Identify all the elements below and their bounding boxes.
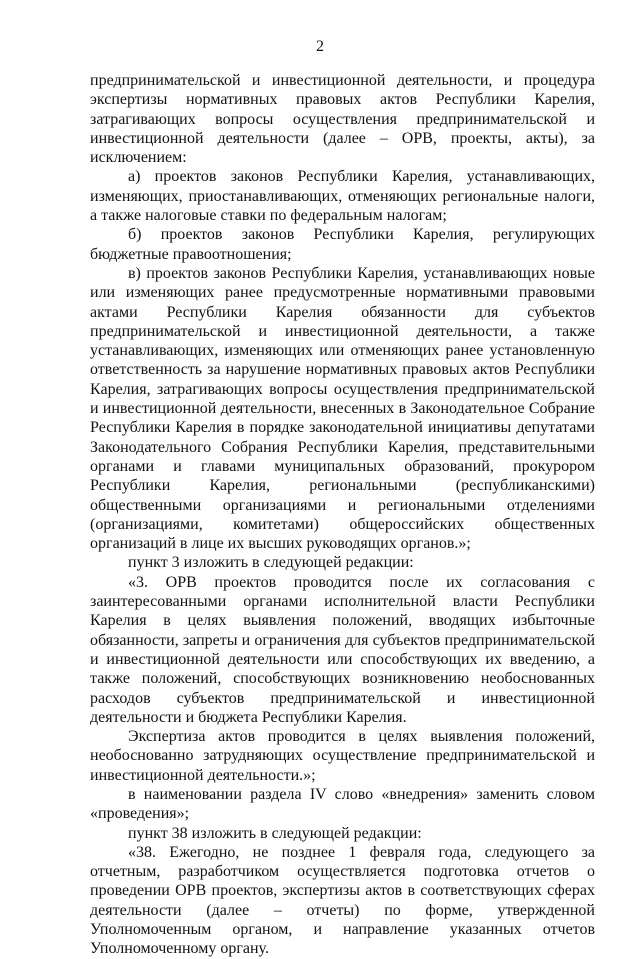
paragraph-point-38-text: «38. Ежегодно, не позднее 1 февраля года, следующего за отчетным, разработчиком осуществляется подготовка отчетов о проведении ОРВ проектов, экспертизы актов в соответствующих сферах деятельности (далее – отчеты) по форме, утвержденной Уполномоченным органом, и направление указанных отчетов Уполномоченному органу. xyxy=(90,843,595,958)
paragraph-section-iv-rename: в наименовании раздела IV слово «внедрения» заменить словом «проведения»; xyxy=(90,785,595,823)
paragraph-expertise: Экспертиза актов проводится в целях выявления положений, необоснованно затрудняющих осуществление предпринимательской и инвестиционной деятельности.»; xyxy=(90,728,595,784)
paragraph-point-3-instruction: пункт 3 изложить в следующей редакции: xyxy=(128,554,414,572)
paragraph-item-b: б) проектов законов Республики Карелия, регулирующих бюджетные правоотношения; xyxy=(90,226,595,263)
document-body xyxy=(90,71,595,959)
paragraph-item-a: а) проектов законов Республики Карелия, устанавливающих, изменяющих, приостанавливающих, отменяющих региональные налоги, а также налоговые ставки по федеральным налогам; xyxy=(90,168,595,225)
paragraph-intro-continuation: предпринимательской и инвестиционной деятельности, и процедура экспертизы нормативных правовых актов Республики Карелия, затрагивающих вопросы осуществления предпринимательской и инвестиционной деятельности (далее – ОРВ, проекты, акты), за исключением: xyxy=(90,72,595,167)
paragraph-item-v: в) проектов законов Республики Карелия, устанавливающих новые или изменяющих ранее предусмотренные нормативными правовыми актами Республики Карелия обязанности для субъектов предпринимательской и инвестиционной деятельности, а также устанавливающих, изменяющих или отменяющих ранее установленную ответственность за нарушение нормативных правовых актов Республики Карелия, затрагивающих вопросы осуществления предпринимательской и инвестиционной деятельности, внесенных в Законодательное Собрание Республики Карелия в порядке законодательной инициативы депутатами Законодательного Собрания Республики Карелия, представительными органами и главами муниципальных образований, прокурором Республики Карелия, региональными (республиканскими) общественными организациями и региональными отделениями (организациями, комитетами) общероссийских общественных организаций в лице их высших руководящих органов.»; xyxy=(90,264,595,553)
paragraph-point-38-instruction: пункт 38 изложить в следующей редакции: xyxy=(128,824,422,842)
paragraph-point-3-text: «3. ОРВ проектов проводится после их согласования с заинтересованными органами исполнительной власти Республики Карелия в целях выявления положений, вводящих избыточные обязанности, запреты и ограничения для субъектов предпринимательской и инвестиционной деятельности или способствующих их введению, а также положений, способствующих возникновению необоснованных расходов субъектов предпринимательской и инвестиционной деятельности и бюджета Республики Карелия. xyxy=(90,573,595,726)
page-number: 2 xyxy=(316,38,324,55)
